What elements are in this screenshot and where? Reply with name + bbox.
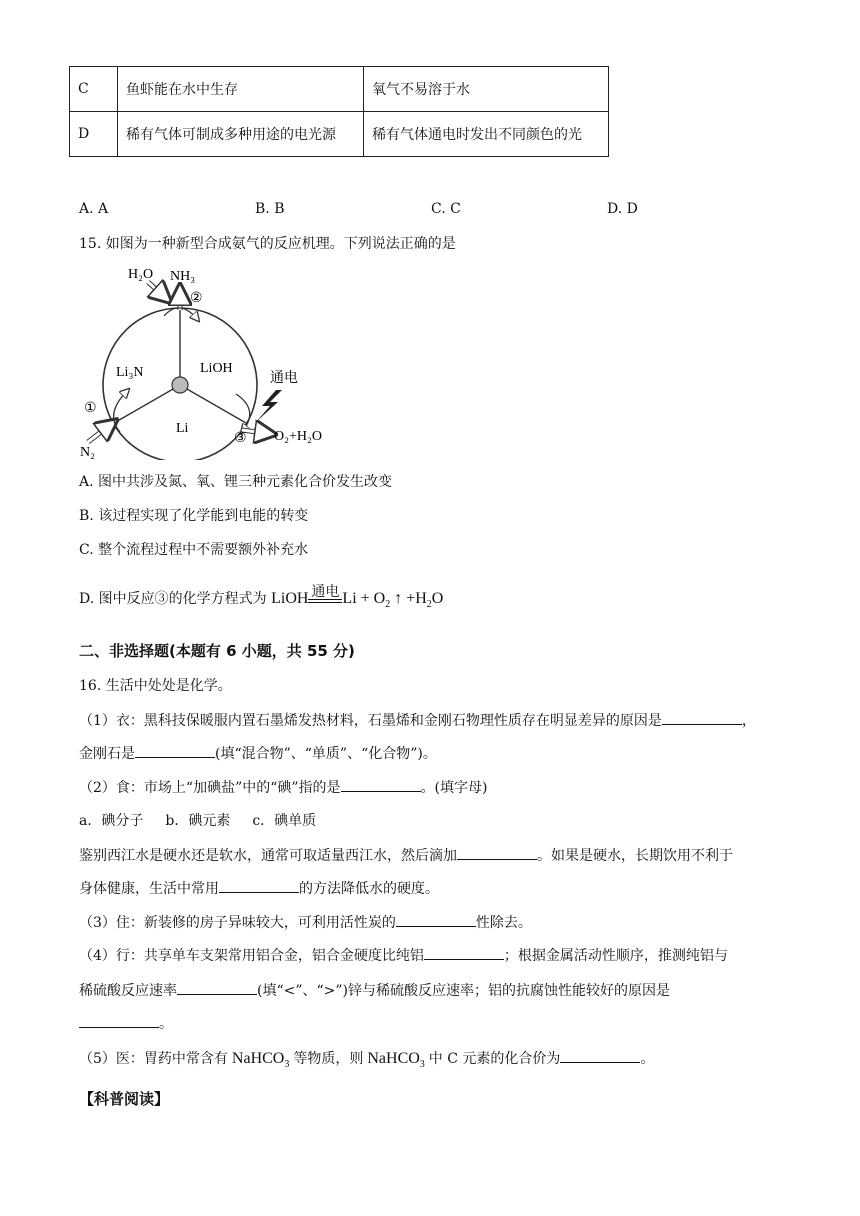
label-nh3: NH₃ <box>170 269 196 284</box>
label-lioh: LiOH <box>200 361 233 376</box>
table-row <box>70 112 609 157</box>
label-tongdian: 通电 <box>270 371 298 386</box>
q16-p3: （3）住：新装修的房子异味较大，可利用活性炭的 性除去。 <box>79 912 532 932</box>
q16-p4c: 。 <box>79 1013 173 1033</box>
q16-p1b: 金刚石是 (填“混合物”、“单质”、“化合物”)。 <box>79 743 437 763</box>
row-phenomenon: 稀有气体可制成多种用途的电光源 <box>118 112 364 157</box>
option-a: a．碘分子 <box>79 813 144 829</box>
science-reading-heading: 【科普阅读】 <box>79 1090 170 1108</box>
q15-option-c: C. 整个流程过程中不需要额外补充水 <box>79 542 309 558</box>
label-o2h2o: O₂+H₂O <box>274 429 322 444</box>
lightning-icon <box>256 390 282 422</box>
table-row <box>70 67 609 112</box>
q15-option-a: A. 图中共涉及氮、氧、锂三种元素化合价发生改变 <box>79 474 393 490</box>
choice-d: D. D <box>607 201 638 217</box>
q16-p1a: （1）衣：黑科技保暖服内置石墨烯发热材料，石墨烯和金刚石物理性质存在明显差异的原因是 ， <box>79 710 756 730</box>
q16-p2c: 身体健康，生活中常用 的方法降低水的硬度。 <box>79 878 439 898</box>
choice-b: B. B <box>255 201 285 217</box>
section-title: 二、非选择题(本题有 6 小题，共 55 分) <box>79 642 355 660</box>
center-node <box>172 377 188 393</box>
condition-label: 通电 <box>311 584 340 600</box>
label-h2o: H₂O <box>128 267 154 282</box>
q16-p5: （5）医：胃药中常含有 NaHCO$_3$ 等物质，则 NaHCO$_3$ 中 C 元素的化合价为 。 <box>79 1050 655 1071</box>
row-phenomenon: 鱼虾能在水中生存 <box>118 67 364 112</box>
q16-abc <box>79 810 316 830</box>
option-b: b．碘元素 <box>165 813 231 829</box>
q16-stem: 16. 生活中处处是化学。 <box>79 678 232 694</box>
equation: LiOH 通电 $Li + O_2$ ↑ $+H_2O$ <box>271 590 443 607</box>
label-li: Li <box>176 421 189 436</box>
q14-choices <box>0 201 860 221</box>
q16-p2b: 鉴别西江水是硬水还是软水，通常可取适量西江水，然后滴加 。如果是硬水，长期饮用不利于 <box>79 845 733 865</box>
q16-p2: （2）食：市场上“加碘盐”中的“碘”指的是 。(填字母) <box>79 777 487 797</box>
reaction-mechanism-diagram <box>76 260 346 460</box>
label-li3n: Li₃N <box>116 365 144 380</box>
label-n2: N₂ <box>80 445 95 460</box>
q15-option-b: B. 该过程实现了化学能到电能的转变 <box>79 508 309 524</box>
q16-p4a: （4）行：共享单车支架常用铝合金，铝合金硬度比纯铝 ；根据金属活动性顺序，推测纯铝与 <box>79 945 728 965</box>
q15-option-d <box>79 584 444 611</box>
label-step3: ③ <box>234 431 247 446</box>
row-explanation: 稀有气体通电时发出不同颜色的光 <box>364 112 609 157</box>
row-letter: D <box>70 112 118 157</box>
arrow-step3 <box>236 394 250 432</box>
label-step2: ② <box>190 291 203 306</box>
label-step1: ① <box>84 401 97 416</box>
choice-c: C. C <box>431 201 461 217</box>
option-c: c．碘单质 <box>252 813 317 829</box>
q16-p4b: 稀硫酸反应速率 (填“<”、“>”)锌与稀硫酸反应速率；铝的抗腐蚀性能较好的原因是 <box>79 980 670 1000</box>
option-d-text: D. 图中反应③的化学方程式为 <box>79 591 267 607</box>
choice-a: A. A <box>79 201 109 217</box>
row-letter: C <box>70 67 118 112</box>
arrow-step1 <box>114 390 128 432</box>
options-table <box>69 66 609 157</box>
q15-stem: 15. 如图为一种新型合成氨气的反应机理。下列说法正确的是 <box>79 236 456 252</box>
row-explanation: 氧气不易溶于水 <box>364 67 609 112</box>
